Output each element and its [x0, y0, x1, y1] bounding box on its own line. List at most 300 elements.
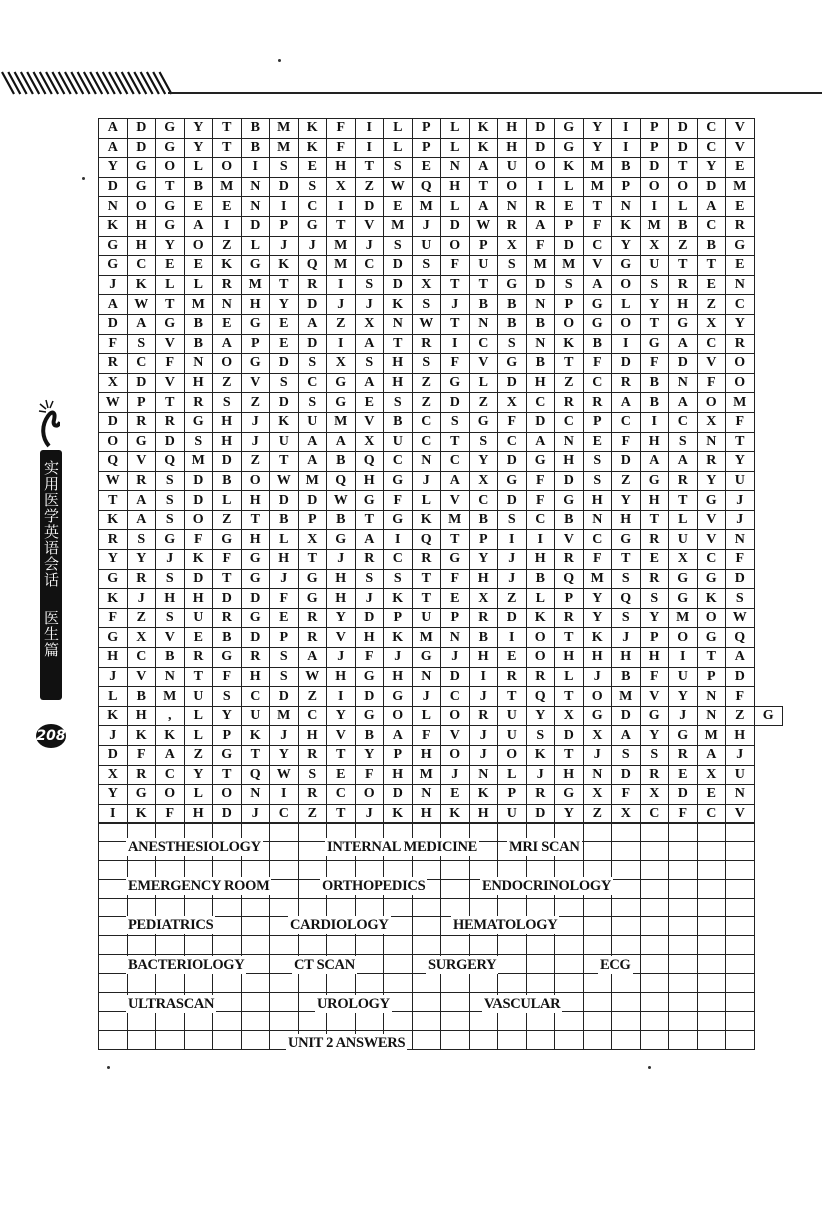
answer-cell — [270, 974, 299, 993]
grid-cell: P — [412, 119, 441, 139]
grid-cell: L — [384, 138, 413, 158]
grid-cell: L — [669, 510, 698, 530]
grid-cell: S — [298, 177, 327, 197]
answer-cell — [498, 1030, 527, 1049]
grid-cell: R — [697, 452, 726, 472]
grid-cell: F — [669, 804, 698, 824]
grid-cell: U — [498, 706, 527, 726]
grid-cell: R — [298, 746, 327, 766]
grid-cell: Z — [127, 608, 156, 628]
answer-cell — [640, 823, 669, 842]
grid-cell: G — [355, 667, 384, 687]
grid-cell: J — [726, 510, 755, 530]
grid-cell: J — [127, 589, 156, 609]
answer-word: PEDIATRICS — [128, 917, 214, 933]
grid-cell: D — [498, 608, 527, 628]
grid-cell: C — [441, 452, 470, 472]
grid-cell: T — [555, 687, 584, 707]
grid-cell: C — [127, 256, 156, 276]
grid-cell: N — [697, 432, 726, 452]
grid-cell: T — [327, 216, 356, 236]
answer-cell — [669, 993, 698, 1012]
answer-cell — [241, 993, 270, 1012]
grid-cell: Y — [583, 119, 612, 139]
grid-cell: F — [640, 354, 669, 374]
grid-cell: K — [127, 726, 156, 746]
answer-cell — [697, 879, 726, 898]
grid-cell: B — [469, 295, 498, 315]
grid-cell: Z — [583, 804, 612, 824]
grid-cell: D — [127, 373, 156, 393]
grid-cell: G — [127, 432, 156, 452]
grid-cell: H — [526, 373, 555, 393]
header-rule — [168, 92, 822, 94]
answer-cell — [298, 898, 327, 917]
grid-cell: E — [270, 314, 299, 334]
answer-cell — [469, 1011, 498, 1030]
grid-cell: G — [156, 138, 185, 158]
grid-cell: J — [327, 648, 356, 668]
grid-cell: H — [498, 119, 527, 139]
grid-cell: N — [184, 354, 213, 374]
grid-cell: L — [669, 197, 698, 217]
grid-cell: J — [270, 726, 299, 746]
grid-cell: T — [669, 491, 698, 511]
grid-cell: J — [355, 295, 384, 315]
grid-cell: H — [469, 569, 498, 589]
grid-cell: B — [697, 236, 726, 256]
grid-row — [99, 569, 783, 589]
grid-cell: D — [127, 138, 156, 158]
answer-cell — [441, 993, 470, 1012]
grid-cell: X — [612, 804, 641, 824]
grid-row — [99, 236, 783, 256]
grid-cell: L — [555, 667, 584, 687]
answer-cell — [612, 936, 641, 955]
grid-cell: S — [612, 746, 641, 766]
grid-cell: B — [469, 628, 498, 648]
answer-cell — [469, 898, 498, 917]
grid-cell: A — [99, 119, 128, 139]
grid-cell: B — [184, 314, 213, 334]
grid-cell: P — [469, 530, 498, 550]
answer-cell — [184, 898, 213, 917]
answer-cell — [526, 936, 555, 955]
grid-cell: T — [469, 177, 498, 197]
grid-cell: Y — [355, 746, 384, 766]
grid-cell: T — [327, 804, 356, 824]
grid-cell: O — [669, 628, 698, 648]
answer-cell — [640, 1030, 669, 1049]
grid-cell: D — [99, 314, 128, 334]
grid-cell: W — [270, 471, 299, 491]
grid-cell: V — [327, 726, 356, 746]
answer-cell — [412, 993, 441, 1012]
answer-cell — [327, 936, 356, 955]
grid-cell: N — [469, 765, 498, 785]
grid-cell: G — [99, 569, 128, 589]
grid-cell: C — [384, 452, 413, 472]
grid-cell: B — [213, 628, 242, 648]
grid-cell: I — [327, 334, 356, 354]
grid-cell: S — [498, 510, 527, 530]
answer-cell — [270, 936, 299, 955]
answer-cell — [583, 993, 612, 1012]
grid-cell: P — [555, 216, 584, 236]
grid-cell: D — [184, 491, 213, 511]
grid-cell: H — [498, 138, 527, 158]
answer-word: BACTERIOLOGY — [128, 957, 245, 973]
grid-cell: D — [270, 491, 299, 511]
grid-cell: P — [469, 236, 498, 256]
grid-cell: O — [184, 510, 213, 530]
grid-cell: N — [241, 197, 270, 217]
grid-cell: I — [612, 334, 641, 354]
grid-cell: M — [412, 765, 441, 785]
answer-cell — [412, 936, 441, 955]
answer-cell — [213, 993, 242, 1012]
grid-cell: V — [156, 334, 185, 354]
grid-cell: G — [498, 354, 527, 374]
grid-row — [99, 158, 783, 178]
grid-cell: O — [526, 648, 555, 668]
answer-cell — [669, 879, 698, 898]
grid-cell: J — [469, 726, 498, 746]
grid-cell: S — [384, 569, 413, 589]
grid-cell: J — [498, 550, 527, 570]
grid-cell: S — [526, 726, 555, 746]
speck — [107, 1066, 110, 1069]
grid-cell: P — [384, 608, 413, 628]
answer-cell — [156, 1030, 185, 1049]
grid-cell: H — [612, 648, 641, 668]
grid-cell: A — [726, 648, 755, 668]
answer-cell — [441, 1011, 470, 1030]
grid-cell: E — [355, 393, 384, 413]
grid-cell: S — [640, 589, 669, 609]
grid-cell: T — [441, 530, 470, 550]
grid-cell: Z — [184, 746, 213, 766]
grid-cell: C — [697, 804, 726, 824]
grid-cell: G — [127, 785, 156, 805]
answer-cell — [640, 955, 669, 974]
grid-cell: A — [469, 158, 498, 178]
word-search-grid — [98, 118, 783, 824]
grid-row — [99, 726, 783, 746]
answer-cell — [498, 1011, 527, 1030]
grid-cell: I — [384, 530, 413, 550]
grid-cell: J — [441, 648, 470, 668]
grid-cell: L — [526, 589, 555, 609]
page-number: 208 — [36, 724, 66, 748]
grid-cell: I — [99, 804, 128, 824]
grid-cell: M — [298, 471, 327, 491]
grid-cell: N — [384, 314, 413, 334]
grid-cell: D — [241, 216, 270, 236]
answer-cell — [669, 1011, 698, 1030]
grid-cell: S — [213, 687, 242, 707]
grid-cell: N — [156, 667, 185, 687]
answer-cell — [726, 841, 755, 860]
grid-cell: P — [640, 628, 669, 648]
grid-cell: G — [241, 608, 270, 628]
grid-cell: S — [270, 667, 299, 687]
grid-cell: S — [612, 569, 641, 589]
answer-cell — [355, 974, 384, 993]
grid-cell: N — [555, 432, 584, 452]
grid-cell: X — [327, 177, 356, 197]
grid-cell: O — [498, 177, 527, 197]
grid-cell: S — [669, 432, 698, 452]
grid-cell: G — [99, 236, 128, 256]
grid-cell: B — [583, 334, 612, 354]
grid-cell: X — [583, 726, 612, 746]
grid-row — [99, 216, 783, 236]
grid-cell: B — [184, 177, 213, 197]
answer-cell — [498, 936, 527, 955]
grid-cell: F — [156, 354, 185, 374]
grid-cell: H — [184, 373, 213, 393]
answer-word: ENDOCRINOLOGY — [482, 878, 612, 894]
grid-cell: Z — [612, 471, 641, 491]
grid-cell: K — [99, 216, 128, 236]
grid-cell: K — [697, 589, 726, 609]
answer-cell — [526, 1011, 555, 1030]
grid-cell: R — [412, 550, 441, 570]
grid-cell: G — [469, 412, 498, 432]
grid-cell: H — [469, 804, 498, 824]
grid-cell: X — [583, 785, 612, 805]
grid-cell: E — [498, 648, 527, 668]
grid-cell: Q — [327, 471, 356, 491]
grid-cell: M — [526, 256, 555, 276]
grid-cell: S — [127, 530, 156, 550]
grid-cell: G — [669, 569, 698, 589]
grid-cell: O — [441, 706, 470, 726]
grid-cell: M — [697, 726, 726, 746]
grid-cell: T — [184, 667, 213, 687]
answer-cell — [213, 898, 242, 917]
grid-cell: E — [726, 197, 755, 217]
answer-cell — [612, 841, 641, 860]
grid-cell: D — [526, 804, 555, 824]
grid-cell: C — [384, 550, 413, 570]
grid-cell: N — [526, 295, 555, 315]
answer-word: UROLOGY — [317, 996, 390, 1012]
grid-cell: Y — [469, 452, 498, 472]
grid-cell: D — [184, 471, 213, 491]
grid-cell: J — [612, 628, 641, 648]
grid-cell: K — [241, 726, 270, 746]
grid-cell: D — [498, 452, 527, 472]
grid-row — [99, 667, 783, 687]
grid-cell: H — [555, 452, 584, 472]
grid-cell: R — [640, 530, 669, 550]
grid-cell: A — [669, 452, 698, 472]
grid-cell: A — [526, 432, 555, 452]
grid-cell: Z — [241, 452, 270, 472]
grid-cell: J — [469, 687, 498, 707]
grid-cell: U — [669, 530, 698, 550]
grid-cell: D — [213, 804, 242, 824]
grid-cell: I — [355, 138, 384, 158]
grid-cell: C — [555, 412, 584, 432]
grid-cell: E — [213, 197, 242, 217]
grid-cell: R — [555, 393, 584, 413]
grid-cell: N — [583, 510, 612, 530]
grid-cell: G — [441, 550, 470, 570]
grid-cell: G — [127, 158, 156, 178]
grid-cell: E — [412, 158, 441, 178]
grid-row — [99, 746, 783, 766]
grid-cell: R — [213, 275, 242, 295]
grid-cell: S — [127, 334, 156, 354]
grid-cell: D — [384, 785, 413, 805]
grid-cell: V — [441, 726, 470, 746]
grid-cell: S — [270, 158, 299, 178]
grid-cell: A — [441, 471, 470, 491]
grid-cell: L — [555, 177, 584, 197]
grid-cell: A — [384, 726, 413, 746]
grid-cell: B — [241, 119, 270, 139]
grid-cell: E — [184, 256, 213, 276]
grid-cell: G — [99, 256, 128, 276]
grid-cell: F — [127, 746, 156, 766]
grid-cell: Y — [270, 746, 299, 766]
grid-cell: T — [327, 746, 356, 766]
grid-cell: M — [327, 412, 356, 432]
grid-cell: B — [526, 314, 555, 334]
grid-cell: V — [327, 628, 356, 648]
grid-cell: T — [270, 452, 299, 472]
grid-cell: U — [498, 804, 527, 824]
answer-cell — [555, 955, 584, 974]
grid-cell: D — [298, 334, 327, 354]
grid-cell: F — [384, 491, 413, 511]
grid-row — [99, 412, 783, 432]
grid-cell: R — [726, 216, 755, 236]
answer-cell — [726, 1011, 755, 1030]
grid-cell: F — [441, 256, 470, 276]
answer-word: EMERGENCY ROOM — [128, 878, 270, 894]
grid-cell: D — [526, 119, 555, 139]
grid-cell: O — [213, 354, 242, 374]
grid-cell: H — [640, 648, 669, 668]
grid-cell: G — [355, 706, 384, 726]
grid-cell: Y — [612, 491, 641, 511]
grid-cell: E — [640, 550, 669, 570]
grid-cell: J — [669, 706, 698, 726]
grid-cell: M — [270, 119, 299, 139]
grid-cell: F — [327, 119, 356, 139]
grid-cell: D — [99, 412, 128, 432]
grid-cell: T — [555, 628, 584, 648]
grid-cell: T — [469, 275, 498, 295]
grid-cell: O — [583, 687, 612, 707]
answer-cell — [583, 823, 612, 842]
answer-cell — [441, 879, 470, 898]
answer-cell — [156, 936, 185, 955]
grid-cell: B — [498, 314, 527, 334]
grid-row — [99, 275, 783, 295]
answer-cell — [184, 936, 213, 955]
grid-cell: Q — [241, 765, 270, 785]
grid-cell: P — [612, 177, 641, 197]
grid-cell: Z — [412, 393, 441, 413]
grid-cell: M — [270, 706, 299, 726]
grid-cell: H — [213, 432, 242, 452]
grid-cell: L — [412, 491, 441, 511]
grid-cell: F — [526, 491, 555, 511]
grid-row — [99, 804, 783, 824]
grid-cell: S — [213, 393, 242, 413]
answer-cell — [441, 936, 470, 955]
grid-cell: N — [726, 785, 755, 805]
grid-cell: C — [526, 510, 555, 530]
grid-cell: G — [384, 510, 413, 530]
grid-cell: S — [412, 295, 441, 315]
grid-cell: B — [469, 510, 498, 530]
answer-cell — [669, 823, 698, 842]
grid-cell: Y — [726, 452, 755, 472]
grid-cell: S — [355, 569, 384, 589]
grid-cell: X — [697, 412, 726, 432]
grid-cell: N — [469, 314, 498, 334]
grid-cell: M — [156, 687, 185, 707]
grid-cell: T — [213, 569, 242, 589]
grid-cell: G — [298, 589, 327, 609]
answer-cell — [555, 936, 584, 955]
grid-cell: J — [469, 746, 498, 766]
grid-cell: L — [270, 530, 299, 550]
grid-cell: O — [156, 158, 185, 178]
grid-cell: R — [669, 275, 698, 295]
grid-cell: G — [640, 334, 669, 354]
answer-cell — [612, 860, 641, 879]
grid-cell: N — [412, 785, 441, 805]
grid-cell: J — [412, 471, 441, 491]
grid-cell: H — [184, 804, 213, 824]
grid-cell: P — [640, 138, 669, 158]
answer-cell — [184, 1030, 213, 1049]
answer-cell — [156, 898, 185, 917]
answer-cell — [156, 1011, 185, 1030]
grid-cell: D — [526, 275, 555, 295]
grid-cell: F — [412, 726, 441, 746]
grid-cell: E — [441, 785, 470, 805]
grid-cell: P — [498, 785, 527, 805]
grid-cell: F — [441, 569, 470, 589]
grid-cell: D — [726, 667, 755, 687]
grid-cell: B — [612, 158, 641, 178]
grid-cell: G — [355, 491, 384, 511]
grid-cell: G — [213, 648, 242, 668]
grid-cell: M — [726, 393, 755, 413]
grid-cell: A — [327, 432, 356, 452]
grid-cell: I — [612, 119, 641, 139]
answer-cell — [127, 936, 156, 955]
grid-cell: Y — [184, 119, 213, 139]
answer-cell — [640, 1011, 669, 1030]
grid-cell: K — [298, 119, 327, 139]
grid-cell: R — [526, 667, 555, 687]
answer-cell — [355, 898, 384, 917]
grid-cell: S — [156, 471, 185, 491]
grid-row — [99, 432, 783, 452]
grid-cell: H — [412, 746, 441, 766]
grid-cell: G — [241, 314, 270, 334]
answer-cell — [327, 974, 356, 993]
